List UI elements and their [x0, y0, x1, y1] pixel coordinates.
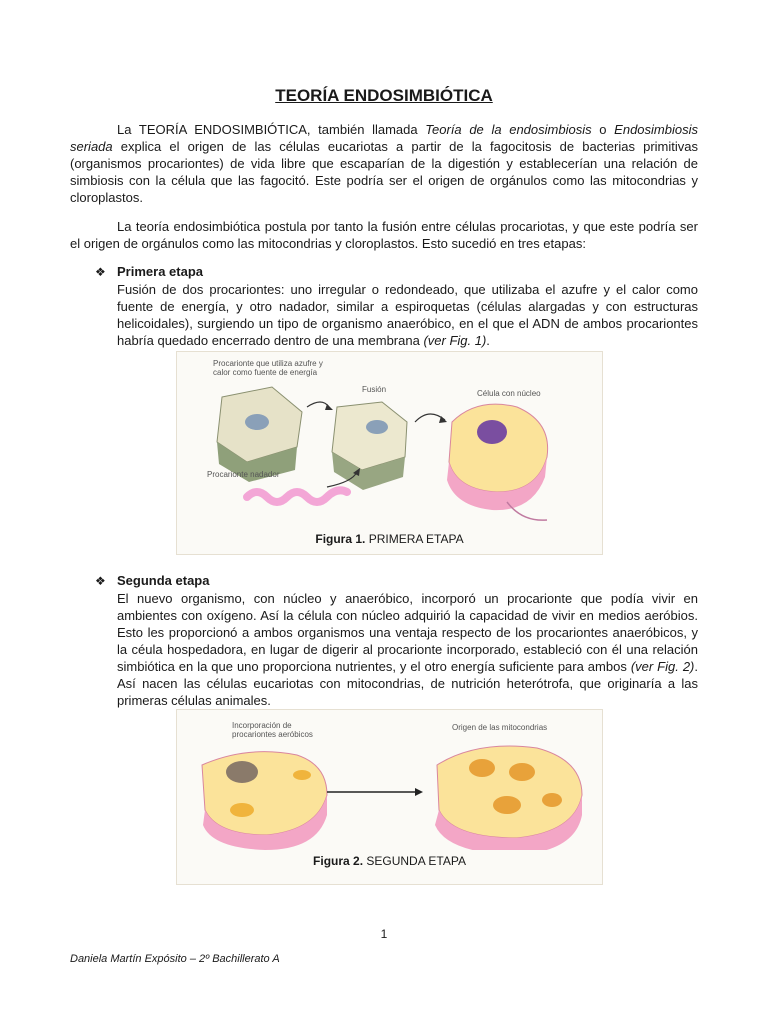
- arrow-fusion: [307, 402, 329, 407]
- arrow-fusion-head: [325, 404, 333, 410]
- page-number: 1: [380, 927, 388, 941]
- aerobic-prokaryote: [230, 803, 254, 817]
- host-nucleus: [226, 761, 258, 783]
- bullet-icon: ❖: [95, 265, 106, 279]
- stage1-figure-ref: (ver Fig. 1): [423, 333, 487, 348]
- nucleus: [477, 420, 507, 444]
- prokaryote-dna: [245, 414, 269, 430]
- intro-emphasis-2: Endosimbiosis seriada: [70, 122, 698, 154]
- figure2-caption-label: Figura 2.: [313, 854, 364, 868]
- figure2-label-b: procariontes aeróbicos: [232, 730, 313, 739]
- stage2-heading: Segunda etapa: [117, 573, 210, 588]
- intro-text-3: explica el origen de las células eucariotas a partir de la fagocitosis de bacterias primitivas (organismos procariontes) de vida libre que escaparían de la digestión y establecerían una relación de simbiosis con la célula que las fagocitó. Este podría ser el origen de orgánulos como las mitocondrias y cloroplastos.: [70, 139, 698, 205]
- figure-2-illustration: [177, 710, 602, 850]
- figure1-caption-label: Figura 1.: [315, 532, 366, 546]
- mitochondrion: [542, 793, 562, 807]
- intro-text-1: La TEORÍA ENDOSIMBIÓTICA, también llamada: [117, 122, 426, 137]
- document-title: TEORÍA ENDOSIMBIÓTICA: [275, 86, 493, 105]
- arrow-stage2-head: [415, 788, 423, 796]
- figure-2-caption: [177, 854, 602, 868]
- fused-dna: [366, 420, 388, 434]
- nucleated-cell: [449, 404, 548, 492]
- figure1-label-fusion: Fusión: [362, 385, 387, 394]
- stage2-end: . Así nacen las células eucariotas con mitocondrias, de nutrición heterótrofa, que originaría a las primeras células animales.: [117, 659, 699, 708]
- stage1-end: .: [486, 333, 490, 348]
- stage2-text: [117, 590, 698, 709]
- stage2-figure-ref: (ver Fig. 2): [630, 659, 695, 674]
- intro-paragraph: [70, 121, 698, 206]
- stages-paragraph: La teoría endosimbiótica postula por tanto la fusión entre células procariotas, y que este podría ser el origen de orgánulos como las mitocondrias y cloroplastos. Esto sucedió en tres etapas:: [70, 219, 698, 251]
- stage1-body: Fusión de dos procariontes: uno irregular o redondeado, que utilizaba el azufre y el calor como fuente de energía, y otro nadador, similar a espiroquetas (células alargadas y con estructuras helicoidales), surgiendo un tipo de organismo anaeróbico, en el que el ADN de ambos procariontes habría quedado encerrado dentro de una membrana: [117, 282, 698, 348]
- intro-emphasis-1: Teoría de la endosimbiosis: [425, 122, 592, 137]
- mitochondrion: [493, 796, 521, 814]
- figure1-caption-text: PRIMERA ETAPA: [365, 532, 464, 546]
- bullet-icon: ❖: [95, 574, 106, 588]
- stage2-body: El nuevo organismo, con núcleo y anaeróbico, incorporó un procarionte que podía vivir en ambientes con oxígeno. Así la célula con núcleo adquirió la capacidad de vivir en medios aeróbios. Esto les proporcionó a ambos organismos una ventaja respecto de los procariontes anaeróbicos, y la céula hospedadora, en lugar de digerir al procarionte incorporado, estableció con él una relación simbiótica en la que uno proporciona nutrientes, y el otro energía suficiente para ambos: [117, 591, 698, 674]
- intro-text-2: o: [591, 122, 615, 137]
- aerobic-prokaryote: [293, 770, 311, 780]
- mitochondrion: [469, 759, 495, 777]
- figure-1-illustration: [177, 352, 602, 527]
- figure2-caption-text: SEGUNDA ETAPA: [363, 854, 466, 868]
- footer-author: Daniela Martín Expósito – 2º Bachillerato A: [70, 953, 280, 965]
- mitochondrion: [509, 763, 535, 781]
- figure-1-caption: [177, 532, 602, 546]
- figure-2: [176, 709, 603, 885]
- eukaryotic-cell: [437, 746, 582, 838]
- figure-1: [176, 351, 603, 555]
- figure1-label-cell: Célula con núcleo: [477, 389, 541, 398]
- figure2-label-a: Incorporación de: [232, 721, 292, 730]
- stage1-heading: Primera etapa: [117, 264, 203, 279]
- figure2-label-origin: Origen de las mitocondrias: [452, 723, 548, 732]
- figure1-label-swimmer: Procarionte nadador: [207, 470, 280, 479]
- stage1-text: [117, 281, 698, 349]
- figure1-label-a: Procarionte que utiliza azufre y: [213, 359, 323, 368]
- swimmer-prokaryote: [247, 490, 347, 502]
- figure1-label-b: calor como fuente de energía: [213, 368, 318, 377]
